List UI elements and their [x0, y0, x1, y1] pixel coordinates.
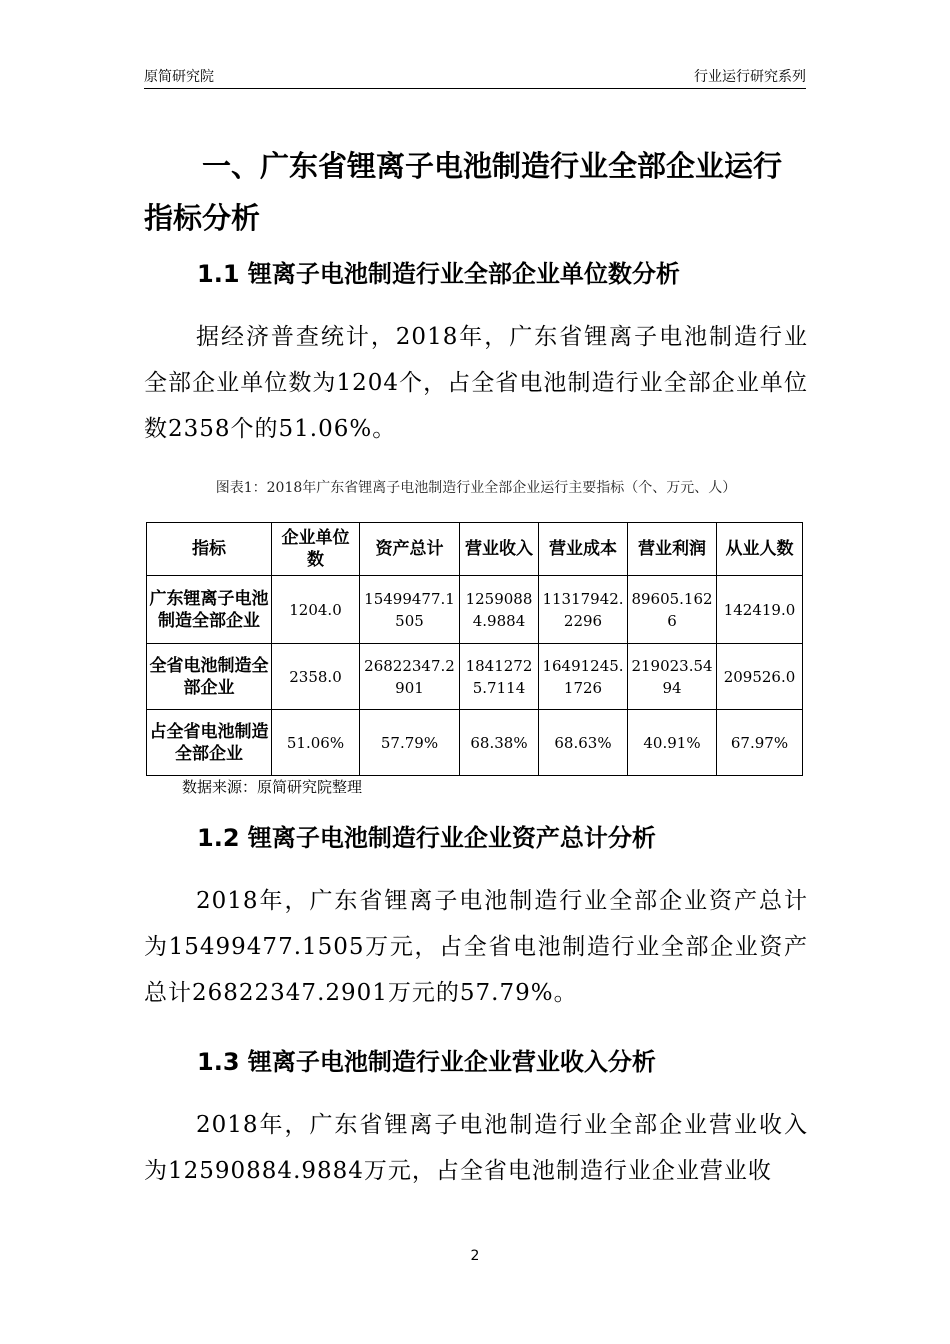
- table-cell: 18412725.7114: [460, 644, 539, 710]
- table-header-cell: 营业成本: [539, 523, 628, 576]
- table-cell: 26822347.2901: [360, 644, 460, 710]
- table-header-cell: 资产总计: [360, 523, 460, 576]
- table-header-cell: 企业单位数: [272, 523, 360, 576]
- page-header: [144, 60, 806, 89]
- table-cell: 2358.0: [272, 644, 360, 710]
- table-cell: 67.97%: [717, 710, 803, 776]
- table-cell: 12590884.9884: [460, 576, 539, 644]
- table-row-label: 广东锂离子电池制造全部企业: [147, 576, 272, 644]
- table-cell: 209526.0: [717, 644, 803, 710]
- table-row: [147, 710, 803, 776]
- table-cell: 68.63%: [539, 710, 628, 776]
- table-header-cell: 营业收入: [460, 523, 539, 576]
- section-heading-2: 1.2 锂离子电池制造行业企业资产总计分析: [197, 824, 656, 852]
- section-paragraph-3: 2018年，广东省锂离子电池制造行业全部企业营业收入为12590884.9884万元，占全省电池制造行业企业营业收: [144, 1112, 808, 1184]
- table-cell: 51.06%: [272, 710, 360, 776]
- table-header-row: [147, 523, 803, 576]
- table-row-label: 占全省电池制造全部企业: [147, 710, 272, 776]
- page-title: 一、广东省锂离子电池制造行业全部企业运行指标分析: [144, 149, 783, 235]
- table-cell: 89605.1626: [628, 576, 717, 644]
- header-org: 原简研究院: [144, 69, 214, 85]
- header-series: 行业运行研究系列: [694, 69, 806, 85]
- table-cell: 68.38%: [460, 710, 539, 776]
- table-cell: 142419.0: [717, 576, 803, 644]
- table-caption: 图表1：2018年广东省锂离子电池制造行业全部企业运行主要指标（个、万元、人）: [215, 480, 737, 496]
- table-cell: 1204.0: [272, 576, 360, 644]
- table-row: [147, 576, 803, 644]
- section-paragraph-2: 2018年，广东省锂离子电池制造行业全部企业资产总计为15499477.1505万元，占全省电池制造行业全部企业资产总计26822347.2901万元的57.79%。: [144, 888, 808, 1006]
- table-row: [147, 644, 803, 710]
- section-heading-3: 1.3 锂离子电池制造行业企业营业收入分析: [197, 1048, 656, 1076]
- table-cell: 16491245.1726: [539, 644, 628, 710]
- table-header-cell: 指标: [147, 523, 272, 576]
- table-source-note: 数据来源：原简研究院整理: [182, 778, 363, 796]
- table-cell: 11317942.2296: [539, 576, 628, 644]
- indicator-table: [146, 522, 803, 776]
- table-cell: 219023.5494: [628, 644, 717, 710]
- section-paragraph-1: 据经济普查统计，2018年，广东省锂离子电池制造行业全部企业单位数为1204个，占全省电池制造行业全部企业单位数2358个的51.06%。: [144, 324, 808, 442]
- table-cell: 57.79%: [360, 710, 460, 776]
- table-cell: 15499477.1505: [360, 576, 460, 644]
- table-header-cell: 从业人数: [717, 523, 803, 576]
- table-row-label: 全省电池制造全部企业: [147, 644, 272, 710]
- table-header-cell: 营业利润: [628, 523, 717, 576]
- table-cell: 40.91%: [628, 710, 717, 776]
- page-number: 2: [470, 1248, 480, 1264]
- section-heading-1: 1.1 锂离子电池制造行业全部企业单位数分析: [197, 260, 680, 288]
